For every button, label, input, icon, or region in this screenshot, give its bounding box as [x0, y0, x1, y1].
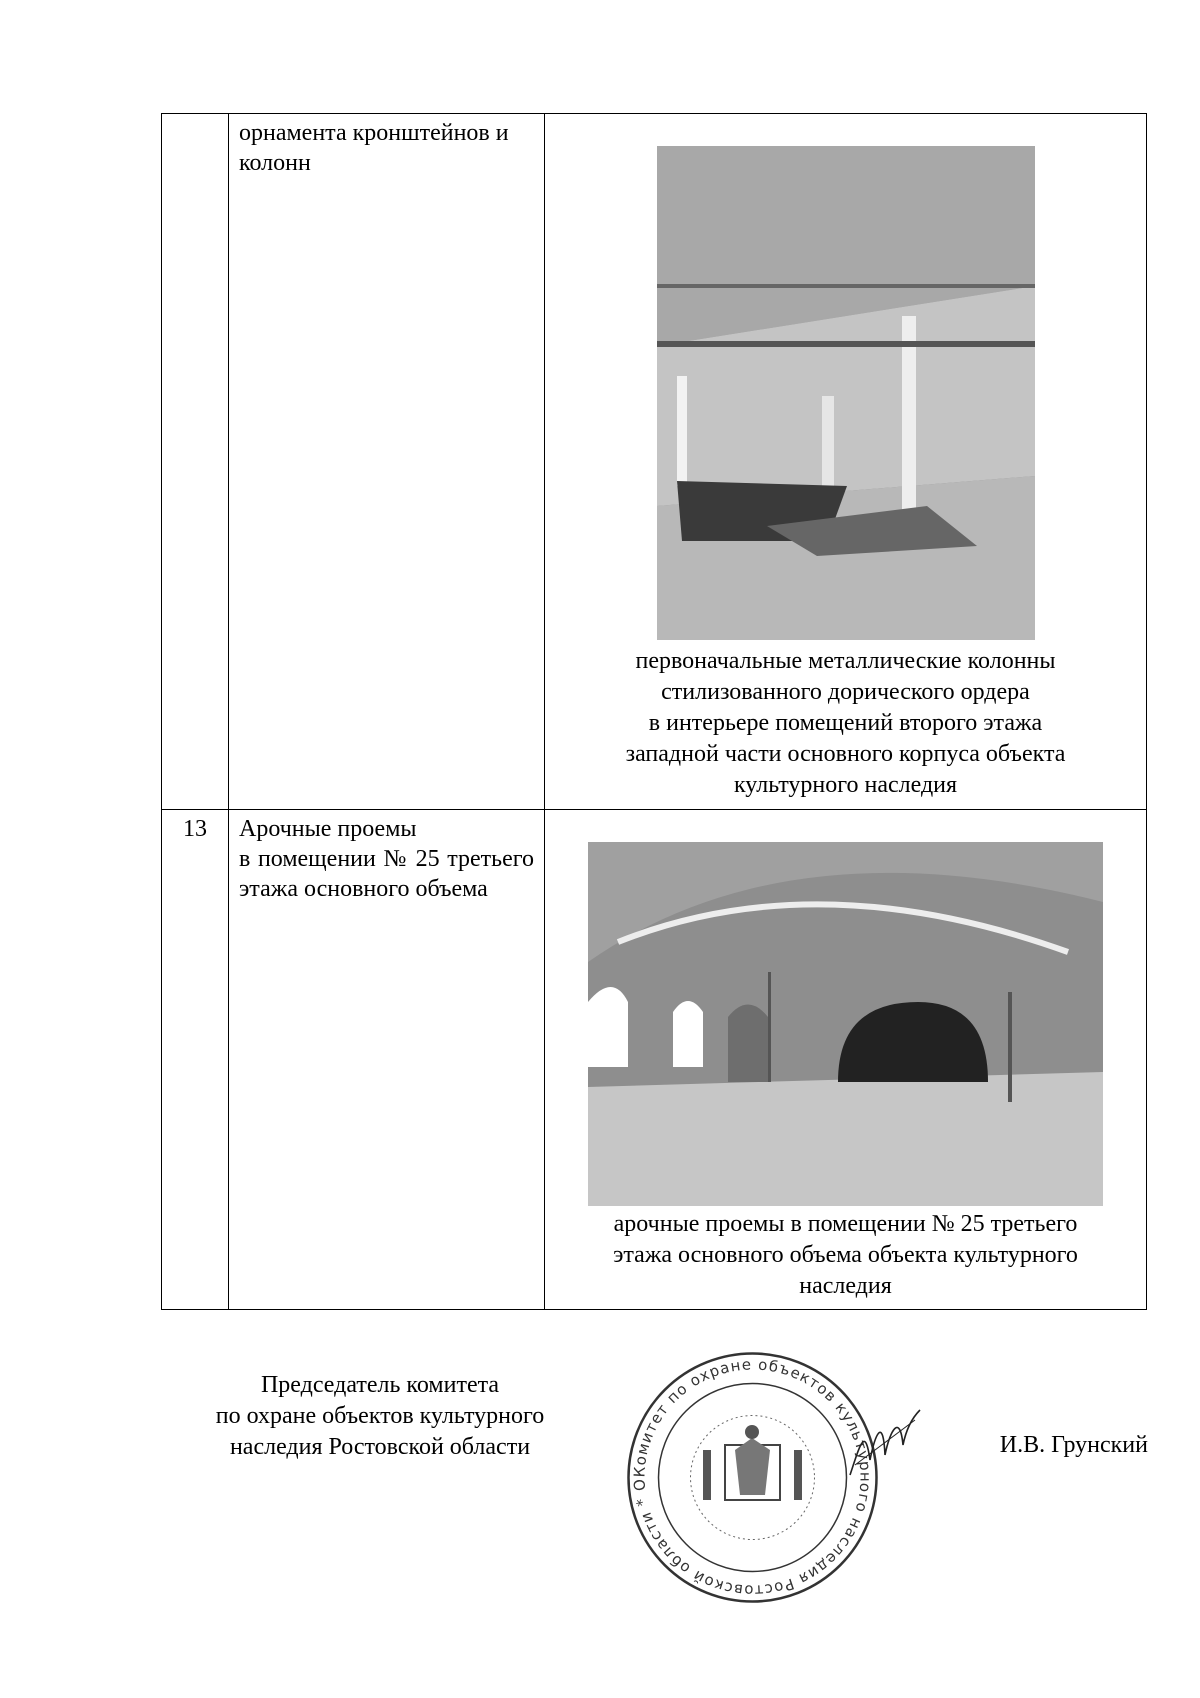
table-row: [162, 810, 1147, 1310]
table-row: [162, 114, 1147, 810]
row-description: Арочные проемы в помещении № 25 третьего этажа основного объема: [229, 810, 545, 1310]
official-seal-stamp: [625, 1350, 880, 1605]
arched-openings-photo: [588, 842, 1103, 1206]
photo-cell: [545, 114, 1147, 810]
signer-position: Председатель комитета по охране объектов культурного наследия Ростовской области: [215, 1372, 545, 1460]
row-number: 13: [162, 810, 229, 1310]
photo-caption: арочные проемы в помещении № 25 третьего этажа основного объема объекта культурного наследия: [613, 1211, 1078, 1299]
row-description: орнамента кронштейнов и колонн: [229, 114, 545, 810]
signer-name: И.В. Грунский: [999, 1432, 1148, 1458]
objects-table: [161, 113, 1147, 1310]
columns-interior-photo: [657, 146, 1035, 640]
svg-text:Комитет по охране объектов кул: Комитет по охране объектов культурного наследия Ростовской области * О: [630, 1355, 875, 1600]
photo-caption: первоначальные металлические колонны стилизованного дорического ордера в интерьере помещений второго этажа западной части основного корпуса объекта культурного наследия: [625, 648, 1066, 798]
handwritten-signature: [845, 1405, 925, 1485]
row-number: [162, 114, 229, 810]
photo-cell: [545, 810, 1147, 1310]
